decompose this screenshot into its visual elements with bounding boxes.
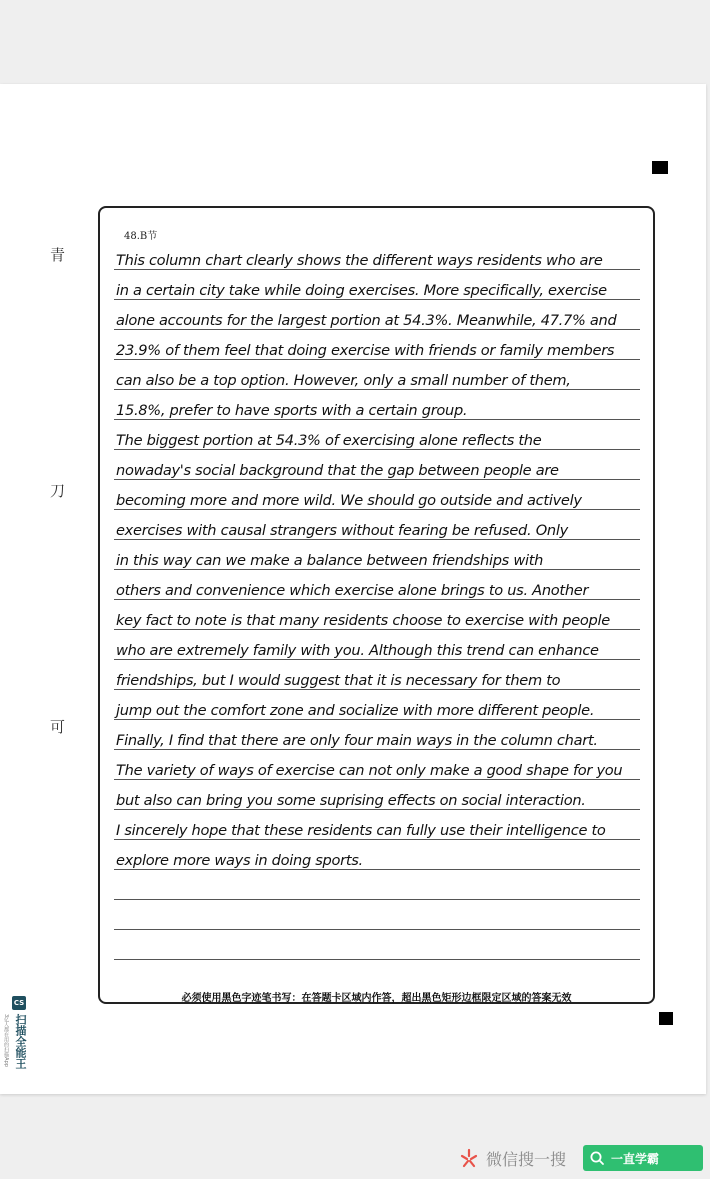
margin-char: 可 — [50, 718, 66, 736]
essay-line: in this way can we make a balance between friendships with — [116, 552, 544, 569]
ruled-line — [114, 809, 640, 810]
ruled-line — [114, 509, 640, 510]
essay-line: becoming more and more wild. We should go outside and actively — [116, 492, 582, 509]
ruled-line — [114, 359, 640, 360]
essay-line: jump out the comfort zone and socialize with more different people. — [116, 702, 595, 719]
wechat-search-bar[interactable] — [452, 1139, 704, 1175]
scanned-page — [0, 84, 706, 1094]
essay-line: who are extremely family with you. Although this trend can enhance — [116, 642, 599, 659]
ruled-line — [114, 719, 640, 720]
ruled-line — [114, 419, 640, 420]
essay-line: I sincerely hope that these residents can fully use their intelligence to — [116, 822, 606, 839]
ruled-line — [114, 299, 640, 300]
ruled-line — [114, 569, 640, 570]
essay-line: friendships, but I would suggest that it is necessary for them to — [116, 672, 561, 689]
ruled-line — [114, 659, 640, 660]
essay-line: but also can bring you some suprising effects on social interaction. — [116, 792, 586, 809]
camscanner-tagline: 3亿人都在用的扫描App — [3, 1014, 9, 1067]
essay-line: alone accounts for the largest portion at 54.3%. Meanwhile, 47.7% and — [116, 312, 617, 329]
answer-frame — [98, 206, 655, 1004]
search-button[interactable] — [583, 1145, 703, 1171]
ruled-line — [114, 959, 640, 960]
ruled-line — [114, 389, 640, 390]
ruled-line — [114, 449, 640, 450]
question-label: 48.B节 — [124, 231, 158, 242]
camscanner-name: 扫描全能王 — [14, 1014, 27, 1069]
margin-char: 刀 — [50, 482, 66, 500]
alignment-marker-bottom — [659, 1012, 673, 1025]
essay-line: key fact to note is that many residents choose to exercise with people — [116, 612, 610, 629]
ruled-line — [114, 479, 640, 480]
essay-line: 15.8%, prefer to have sports with a certain group. — [116, 402, 468, 419]
ruled-line — [114, 869, 640, 870]
answer-sheet-notice: 必须使用黑色字迹笔书写：在答题卡区域内作答，超出黑色矩形边框限定区域的答案无效 — [181, 993, 572, 1004]
search-button-label: 一直学霸 — [611, 1152, 660, 1166]
essay-line: exercises with causal strangers without fearing be refused. Only — [116, 522, 568, 539]
essay-line: Finally, I find that there are only four main ways in the column chart. — [116, 732, 598, 749]
essay-line: The variety of ways of exercise can not only make a good shape for you — [116, 762, 623, 779]
ruled-line — [114, 839, 640, 840]
essay-line: This column chart clearly shows the different ways residents who are — [116, 252, 603, 269]
alignment-marker-top — [652, 161, 668, 174]
ruled-line — [114, 329, 640, 330]
search-icon — [589, 1150, 605, 1166]
essay-line: The biggest portion at 54.3% of exercising alone reflects the — [116, 432, 542, 449]
wechat-search-icon — [458, 1147, 480, 1169]
ruled-line — [114, 689, 640, 690]
margin-char: 青 — [50, 246, 66, 264]
essay-line: in a certain city take while doing exercises. More specifically, exercise — [116, 282, 607, 299]
camscanner-logo-icon: CS — [12, 996, 26, 1010]
essay-line: 23.9% of them feel that doing exercise with friends or family members — [116, 342, 615, 359]
ruled-line — [114, 749, 640, 750]
ruled-line — [114, 269, 640, 270]
wechat-search-label: 微信搜一搜 — [486, 1150, 567, 1169]
ruled-line — [114, 929, 640, 930]
ruled-line — [114, 899, 640, 900]
ruled-line — [114, 599, 640, 600]
ruled-line — [114, 629, 640, 630]
essay-line: can also be a top option. However, only a small number of them, — [116, 372, 571, 389]
ruled-line — [114, 539, 640, 540]
essay-line: explore more ways in doing sports. — [116, 852, 363, 869]
essay-line: nowaday's social background that the gap between people are — [116, 462, 559, 479]
ruled-line — [114, 779, 640, 780]
essay-line: others and convenience which exercise alone brings to us. Another — [116, 582, 589, 599]
